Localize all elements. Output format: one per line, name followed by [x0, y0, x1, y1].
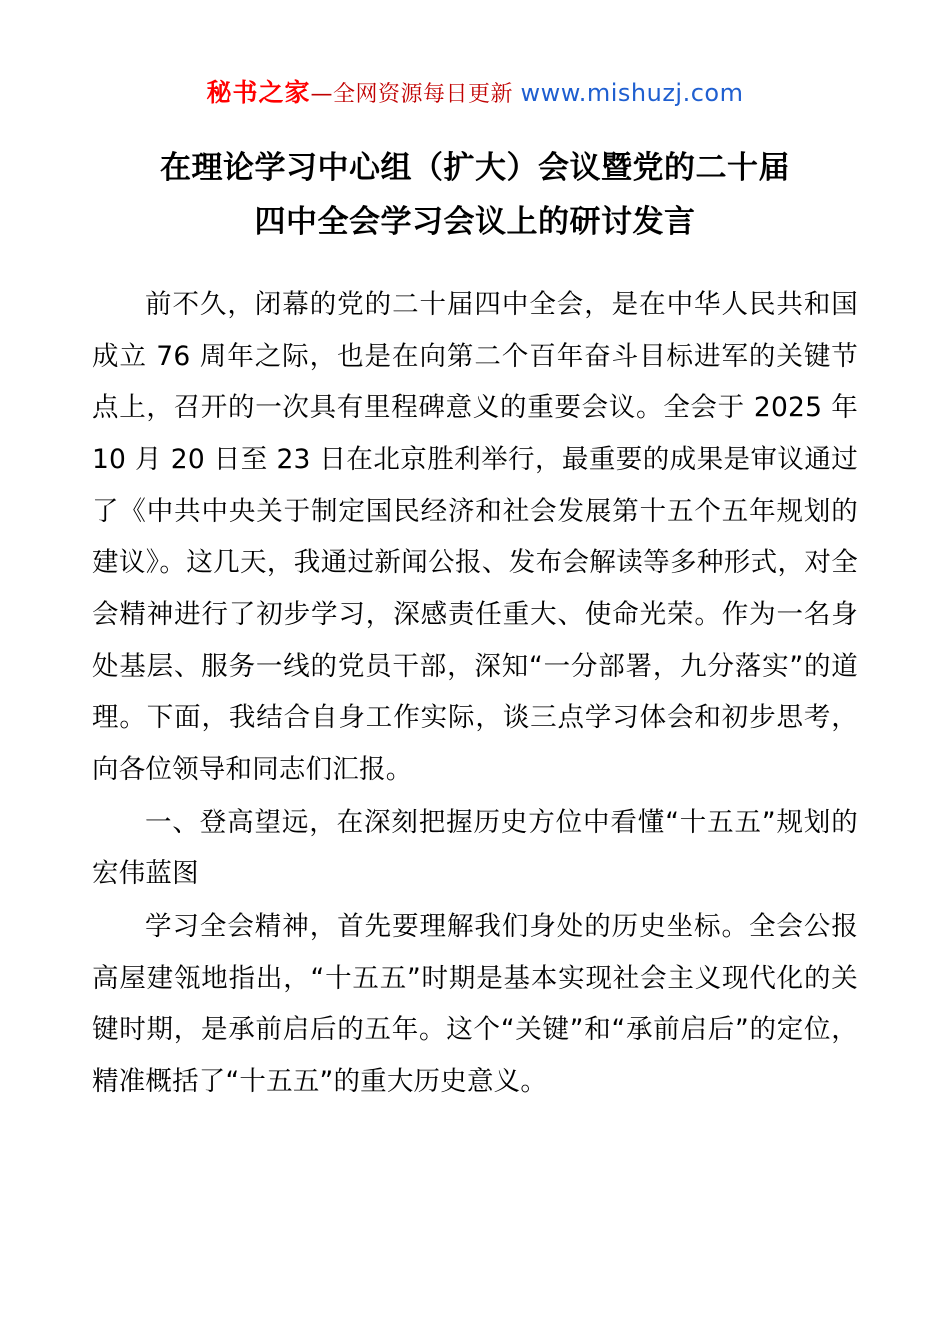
body-paragraph: 一、登高望远，在深刻把握历史方位中看懂“十五五”规划的宏伟蓝图	[92, 806, 858, 890]
body-paragraph: 学习全会精神，首先要理解我们身处的历史坐标。全会公报高屋建瓴地指出，“十五五”时期是基本实现社会主义现代化的关键时期，是承前启后的五年。这个“关键”和“承前启后”的定位，精准概括了“十五五”的重大历史意义。	[92, 911, 858, 1098]
site-brand-label: 秘书之家	[206, 78, 311, 107]
page-title-line-1: 在理论学习中心组（扩大）会议暨党的二十届	[160, 150, 790, 187]
site-tagline-label: —全网资源每日更新	[310, 82, 521, 107]
page-title-line-2: 四中全会学习会议上的研讨发言	[254, 203, 696, 240]
document-body	[92, 279, 858, 1108]
body-paragraph: 前不久，闭幕的党的二十届四中全会，是在中华人民共和国成立 76 周年之际，也是在向第二个百年奋斗目标进军的关键节点上，召开的一次具有里程碑意义的重要会议。全会于 2025 年 10 月 20 日至 23 日在北京胜利举行，最重要的成果是审议通过了《中共中央关于制定国民经济和社会发展第十五个五年规划的建议》。这几天，我通过新闻公报、发布会解读等多种形式，对全会精神进行了初步学习，深感责任重大、使命光荣。作为一名身处基层、服务一线的党员干部，深知“一分部署，九分落实”的道理。下面，我结合自身工作实际，谈三点学习体会和初步思考，向各位领导和同志们汇报。	[92, 289, 858, 786]
page-title	[92, 142, 858, 249]
site-watermark-banner	[92, 0, 858, 108]
site-url-link[interactable]: www.mishuzj.com	[520, 79, 744, 107]
